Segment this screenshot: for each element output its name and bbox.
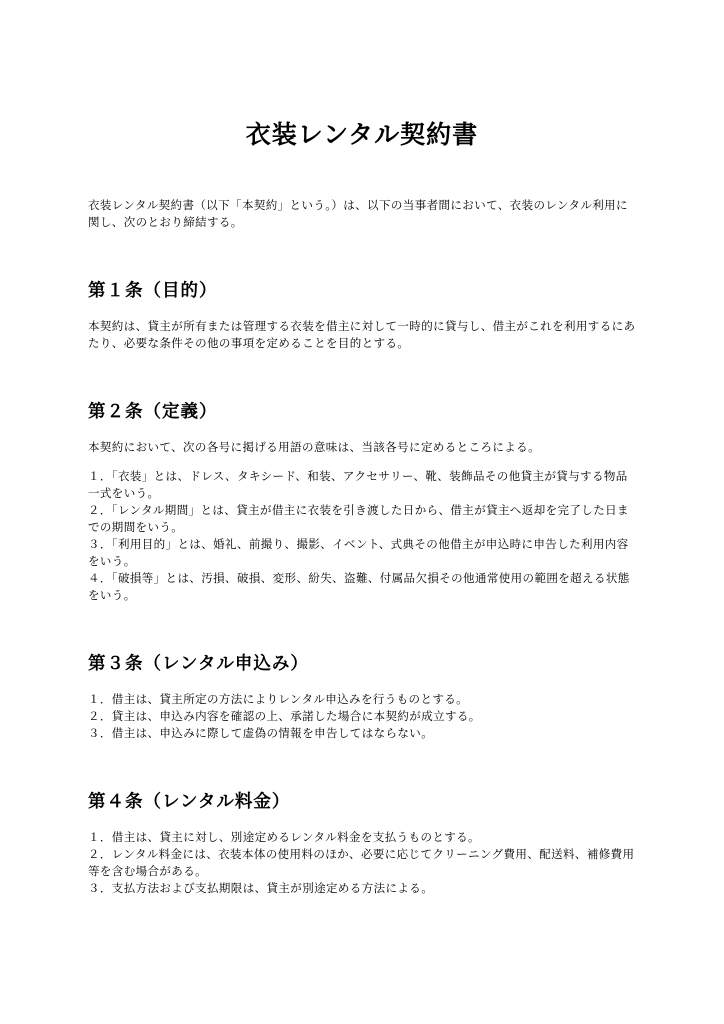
list-item: １．借主は、貸主に対し、別途定めるレンタル料金を支払うものとする。 xyxy=(88,830,480,844)
definition-list xyxy=(88,468,636,604)
list-item: ３．支払方法および支払期限は、貸主が別途定める方法による。 xyxy=(88,881,434,895)
list-item: ２．「レンタル期間」とは、貸主が借主に衣装を引き渡した日から、借主が貸主へ返却を完了した日までの期間をいう。 xyxy=(88,503,629,534)
preamble-paragraph: 衣装レンタル契約書（以下「本契約」という。）は、以下の当事者間において、衣装のレンタル利用に関し、次のとおり締結する。 xyxy=(88,198,628,229)
article-heading: 第４条（レンタル料金） xyxy=(88,792,291,812)
list-item: ２．貸主は、申込み内容を確認の上、承諾した場合に本契約が成立する。 xyxy=(88,709,481,723)
list-item: １．「衣装」とは、ドレス、タキシード、和装、アクセサリー、靴、装飾品その他貸主が貸与する物品一式をいう。 xyxy=(88,469,628,500)
clause-list xyxy=(88,829,636,897)
article-paragraph: 本契約において、次の各号に掲げる用語の意味は、当該各号に定めるところによる。 xyxy=(88,440,540,454)
article-heading: 第１条（目的） xyxy=(88,281,218,301)
article-4 xyxy=(88,790,636,897)
article-2 xyxy=(88,400,636,604)
clause-list xyxy=(88,691,636,742)
article-heading: 第３条（レンタル申込み） xyxy=(88,654,309,674)
list-item: ３．「利用目的」とは、婚礼、前撮り、撮影、イベント、式典その他借主が申込時に申告した利用内容をいう。 xyxy=(88,537,629,568)
list-item: ４．「破損等」とは、汚損、破損、変形、紛失、盗難、付属品欠損その他通常使用の範囲を超える状態をいう。 xyxy=(88,571,630,602)
article-1 xyxy=(88,279,636,352)
list-item: ３．借主は、申込みに際して虚偽の情報を申告してはならない。 xyxy=(88,726,434,740)
document-title: 衣装レンタル契約書 xyxy=(245,120,479,149)
article-paragraph: 本契約は、貸主が所有または管理する衣装を借主に対して一時的に貸与し、借主がこれを利用するにあたり、必要な条件その他の事項を定めることを目的とする。 xyxy=(88,319,636,350)
article-heading: 第２条（定義） xyxy=(88,402,218,422)
article-3 xyxy=(88,652,636,742)
list-item: ２．レンタル料金には、衣装本体の使用料のほか、必要に応じてクリーニング費用、配送料、補修費用等を含む場合がある。 xyxy=(88,847,635,878)
list-item: １．借主は、貸主所定の方法によりレンタル申込みを行うものとする。 xyxy=(88,692,469,706)
